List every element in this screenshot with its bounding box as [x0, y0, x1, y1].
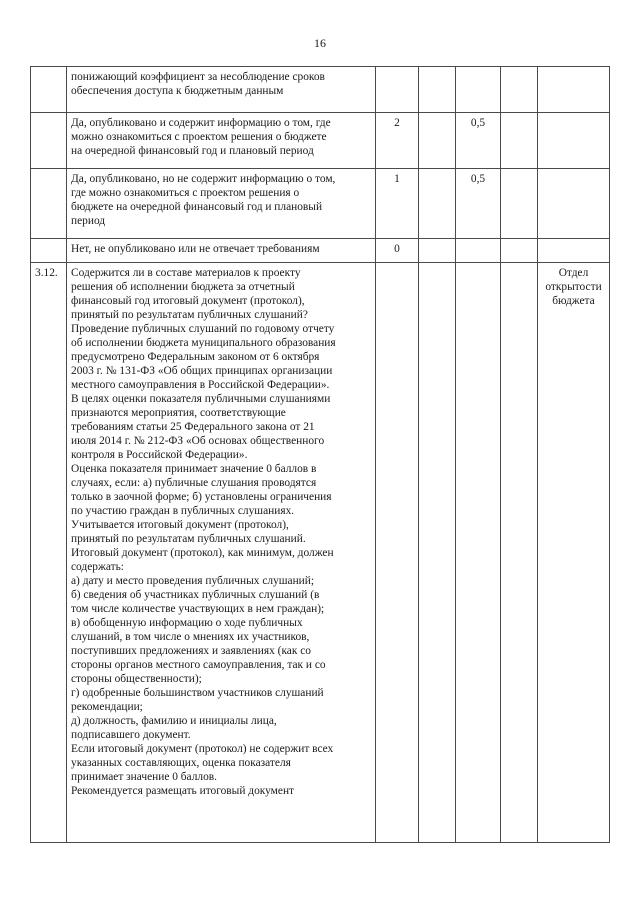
empty-cell	[419, 67, 456, 113]
empty-cell	[419, 239, 456, 263]
description-line: Содержится ли в составе материалов к проекту	[71, 267, 301, 279]
description-line: д) должность, фамилию и инициалы лица,	[71, 715, 277, 727]
description-line: б) сведения об участниках публичных слушаний (в	[71, 589, 320, 601]
empty-cell	[419, 169, 456, 239]
description-line: июля 2014 г. № 212-ФЗ «Об основах общественного	[71, 435, 325, 447]
row-number: 3.12.	[31, 263, 67, 843]
description-line: об исполнении бюджета муниципального образования	[71, 337, 336, 349]
weight-cell	[456, 67, 501, 113]
row-number	[31, 113, 67, 169]
score-cell	[376, 67, 419, 113]
score-cell: 0	[376, 239, 419, 263]
description-line: а) дату и место проведения публичных слушаний;	[71, 575, 315, 587]
description-line: принятый по результатам публичных слушаний.	[71, 533, 306, 545]
empty-cell	[419, 263, 456, 843]
responsible-cell	[538, 67, 610, 113]
table-row	[31, 67, 610, 113]
responsible-department: Отдел открытости бюджета	[538, 263, 610, 843]
description-line: том числе количестве участвующих в нем граждан);	[71, 603, 325, 615]
table-row	[31, 263, 610, 843]
criterion-description	[67, 263, 376, 843]
description-line: признаются мероприятия, соответствующие	[71, 407, 286, 419]
empty-cell	[501, 263, 538, 843]
weight-cell: 0,5	[456, 113, 501, 169]
description-line: стороны органов местного самоуправления, так и со	[71, 659, 326, 671]
description-line: Проведение публичных слушаний по годовому отчету	[71, 323, 335, 335]
table-row	[31, 169, 610, 239]
description-line: только в заочной форме; б) установлены ограничения	[71, 491, 332, 503]
empty-cell	[419, 113, 456, 169]
description-line: указанных составляющих, оценка показателя	[71, 757, 291, 769]
answer-option-text: Да, опубликовано, но не содержит информацию о том, где можно ознакомиться с проектом решения о бюджете на очередной финансовый год и плановый период	[67, 169, 376, 239]
description-line: принимает значение 0 баллов.	[71, 771, 218, 783]
weight-cell	[456, 263, 501, 843]
description-line: подписавшего документ.	[71, 729, 191, 741]
description-line: слушаний, в том числе о мнениях их участников,	[71, 631, 310, 643]
description-line: содержать:	[71, 561, 124, 573]
table-row	[31, 113, 610, 169]
description-line: требованиям статьи 25 Федерального закона от 21	[71, 421, 315, 433]
description-line: в) обобщенную информацию о ходе публичных	[71, 617, 303, 629]
description-line: предусмотрено Федеральным законом от 6 октября	[71, 351, 320, 363]
description-line: Учитывается итоговый документ (протокол),	[71, 519, 289, 531]
page-number: 16	[314, 36, 326, 50]
answer-option-text: Да, опубликовано и содержит информацию о том, где можно ознакомиться с проектом решения о бюджете на очередной финансовый год и плановый период	[67, 113, 376, 169]
score-cell: 2	[376, 113, 419, 169]
description-line: В целях оценки показателя публичными слушаниями	[71, 393, 331, 405]
description-line: Если итоговый документ (протокол) не содержит всех	[71, 743, 334, 755]
weight-cell: 0,5	[456, 169, 501, 239]
table-row	[31, 239, 610, 263]
description-line: стороны общественности);	[71, 673, 202, 685]
description-line: поступивших предложениях и заявлениях (как со	[71, 645, 311, 657]
empty-cell	[501, 67, 538, 113]
answer-option-text: Нет, не опубликовано или не отвечает требованиям	[67, 239, 376, 263]
description-line: по участию граждан в публичных слушаниях.	[71, 505, 295, 517]
empty-cell	[501, 239, 538, 263]
criteria-table	[30, 66, 610, 843]
description-line: контроля в Российской Федерации».	[71, 449, 248, 461]
score-cell	[376, 263, 419, 843]
responsible-cell	[538, 113, 610, 169]
criterion-text: понижающий коэффициент за несоблюдение сроков обеспечения доступа к бюджетным данным	[67, 67, 376, 113]
description-line: случаях, если: а) публичные слушания проводятся	[71, 477, 317, 489]
row-number	[31, 239, 67, 263]
empty-cell	[501, 169, 538, 239]
description-line: Рекомендуется размещать итоговый документ	[71, 785, 295, 797]
responsible-cell	[538, 169, 610, 239]
description-line: Оценка показателя принимает значение 0 баллов в	[71, 463, 317, 475]
row-number	[31, 67, 67, 113]
description-line: г) одобренные большинством участников слушаний	[71, 687, 324, 699]
description-line: финансовый год итоговый документ (протокол),	[71, 295, 305, 307]
description-line: принятый по результатам публичных слушаний?	[71, 309, 308, 321]
description-line: рекомендации;	[71, 701, 143, 713]
responsible-cell	[538, 239, 610, 263]
weight-cell	[456, 239, 501, 263]
empty-cell	[501, 113, 538, 169]
description-line: решения об исполнении бюджета за отчетный	[71, 281, 295, 293]
description-line: Итоговый документ (протокол), как минимум, должен	[71, 547, 334, 559]
score-cell: 1	[376, 169, 419, 239]
description-line: 2003 г. № 131-ФЗ «Об общих принципах организации	[71, 365, 333, 377]
row-number	[31, 169, 67, 239]
description-line: местного самоуправления в Российской Федерации».	[71, 379, 330, 391]
